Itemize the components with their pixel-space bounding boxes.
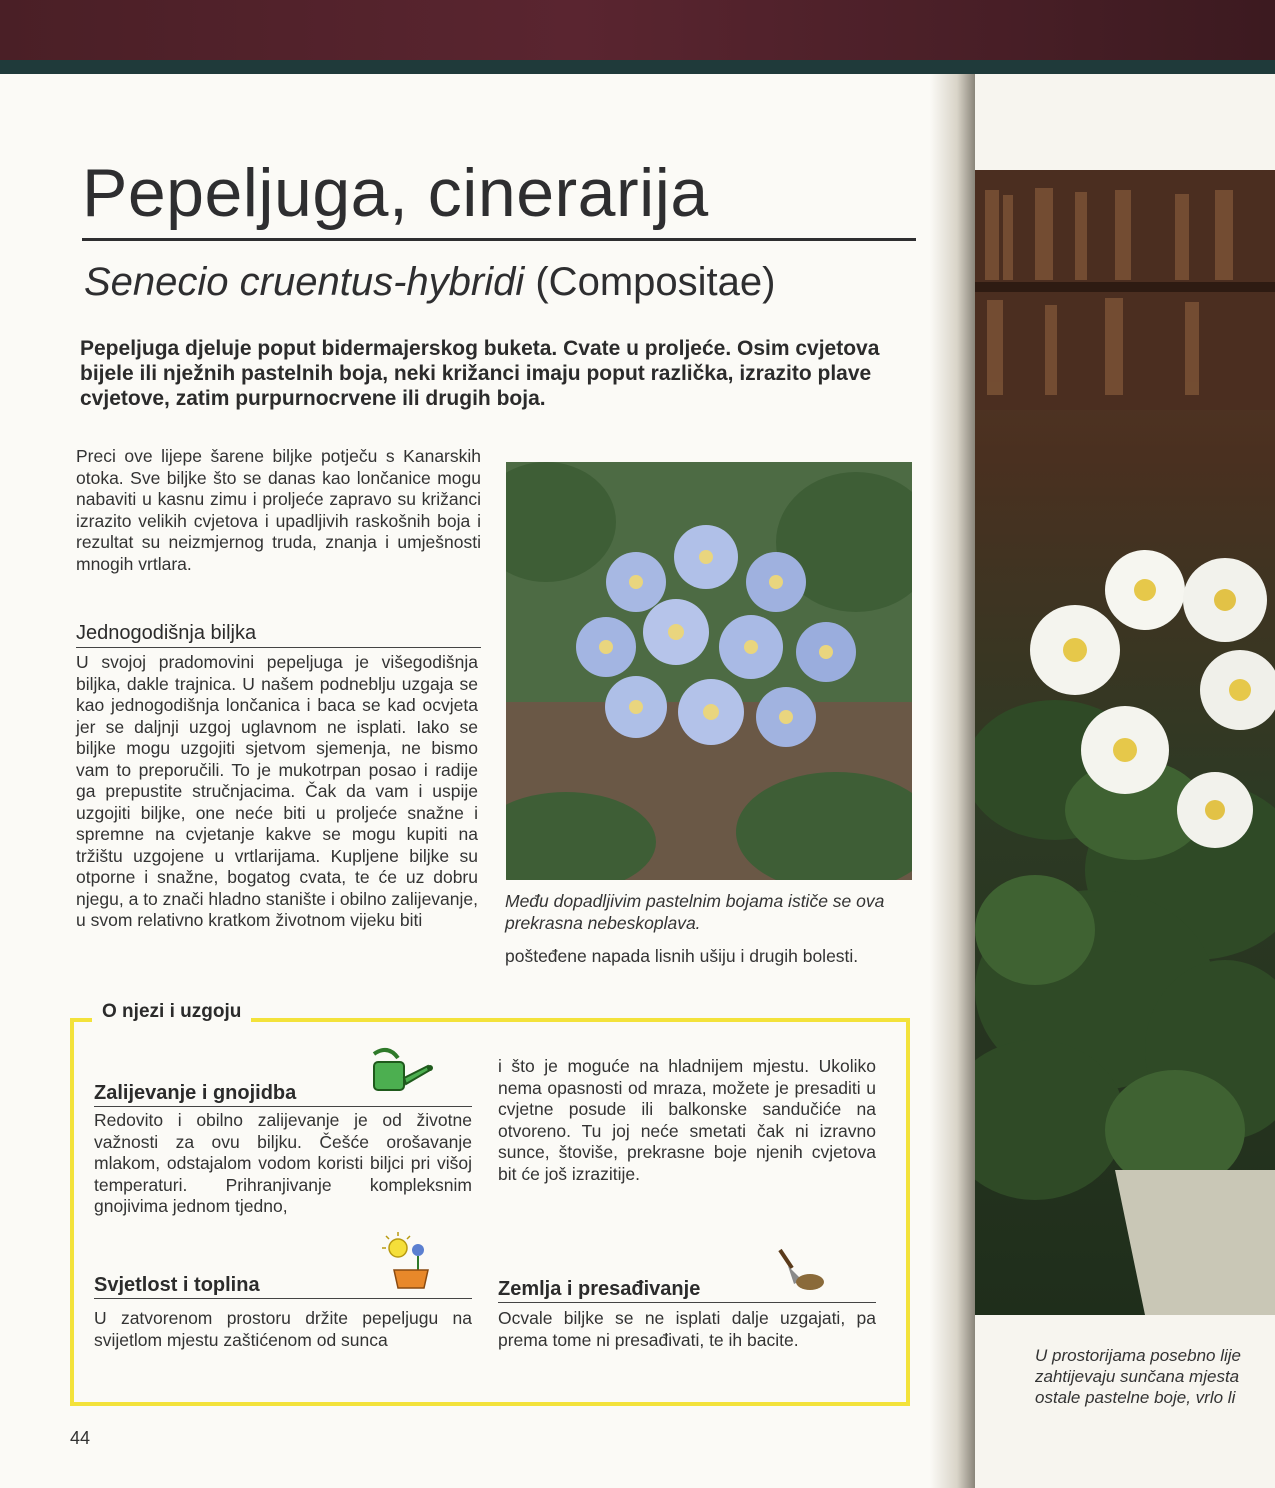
blue-flowers-illustration [506, 462, 912, 880]
right-caption-line: zahtijevaju sunčana mjesta [1035, 1367, 1240, 1386]
paragraph-annual: U svojoj pradomovini pepeljuga je višegodišnja biljka, dakle trajnica. U našem podneblju uzgaja se kao jednogodišnja lončanica i baca se kad ocvjeta jer se daljnji uzgoj uglavnom ne isplati. Iako se biljke mogu uzgojiti sjetvom sjemenja, ne bismo vam to preporučili. To je mukotrpan posao i radije ga prepustite stručnjacima. Čak da vam i uspije uzgojiti biljke, one neće biti u proljeće snažne i spremne na cvjetanje kakve se mogu kupiti na tržištu uzgojene u vrtlarijama. Kupljene biljke su otporne i snažne, bogatog cvata, te će uz dobru njegu, a to znači hladno stanište i obilno zalijevanje, u svom relativno kratkom životnom vijeku biti [76, 652, 478, 930]
paragraph-continued: pošteđene napada lisnih ušiju i drugih bolesti. [505, 946, 859, 966]
page-subtitle [84, 256, 775, 308]
white-cineraria-photo [975, 170, 1275, 1315]
light-text: U zatvorenom prostoru držite pepeljugu na svijetlom mjestu zaštićenom od sunca [94, 1308, 472, 1350]
right-caption-line: U prostorijama posebno lije [1035, 1346, 1241, 1365]
right-page-caption [1035, 1345, 1275, 1408]
right-caption-line: ostale pastelne boje, vrlo li [1035, 1388, 1236, 1407]
latin-name: Senecio cruentus-hybridi [84, 260, 525, 304]
soil-heading: Zemlja i presađivanje [498, 1278, 876, 1303]
blue-cineraria-photo [506, 462, 912, 880]
title-underline [82, 238, 916, 241]
intro-paragraph: Pepeljuga djeluje poput bidermajerskog buketa. Cvate u proljeće. Osim cvjetova bijele ili nježnih pastelnih boja, neki križanci imaju poput različka, izrazito plave cvjetove, zatim purpurnocrvene ili drugih boja. [80, 337, 880, 410]
family-name: (Compositae) [535, 260, 776, 304]
care-continued-text: i što je moguće na hladnijem mjestu. Ukoliko nema opasnosti od mraza, možete je presaditi u cvjetne posude ili balkonske sandučiće na otvoreno. Tu joj neće smetati čak ni izravno sunce, štoviše, prekrasne boje njenih cvjetova bit će još izrazitije. [498, 1056, 876, 1184]
watering-heading: Zalijevanje i gnojidba [94, 1082, 472, 1107]
care-box-title: O njezi i uzgoju [92, 1000, 251, 1024]
book-gutter [930, 74, 975, 1488]
soil-text: Ocvale biljke se ne isplati dalje uzgajati, pa prema tome ni presađivati, te ih bacite. [498, 1308, 876, 1350]
paragraph-origin: Preci ove lijepe šarene biljke potječu s Kanarskih otoka. Sve biljke što se danas kao lončanice mogu nabaviti u kasnu zimu i proljeće zapravo su križanci izrazito velikih cvjetova i upadljivih raskošnih boja i rezultat su neizmjernog truda, znanja i umješnosti mnogih vrtlara. [76, 446, 481, 574]
sun-pot-icon [380, 1230, 434, 1290]
photo-caption: Među dopadljivim pastelnim bojama ističe se ova prekrasna nebeskoplava. [505, 891, 885, 933]
subheading-annual: Jednogodišnja biljka [76, 622, 481, 648]
page-number: 44 [70, 1428, 91, 1448]
white-flowers-illustration [975, 170, 1275, 1315]
watering-can-icon [368, 1044, 434, 1096]
watering-text: Redovito i obilno zalijevanje je od životne važnosti za ovu biljku. Češće orošavanje mlakom, odstajalom vodom koristi biljci pri višoj temperaturi. Prihranjivanje kompleksnim gnojivima jednom tjedno, [94, 1110, 472, 1216]
trowel-soil-icon [772, 1246, 826, 1292]
page-title: Pepeljuga, cinerarija [82, 155, 709, 231]
light-heading: Svjetlost i toplina [94, 1274, 472, 1299]
